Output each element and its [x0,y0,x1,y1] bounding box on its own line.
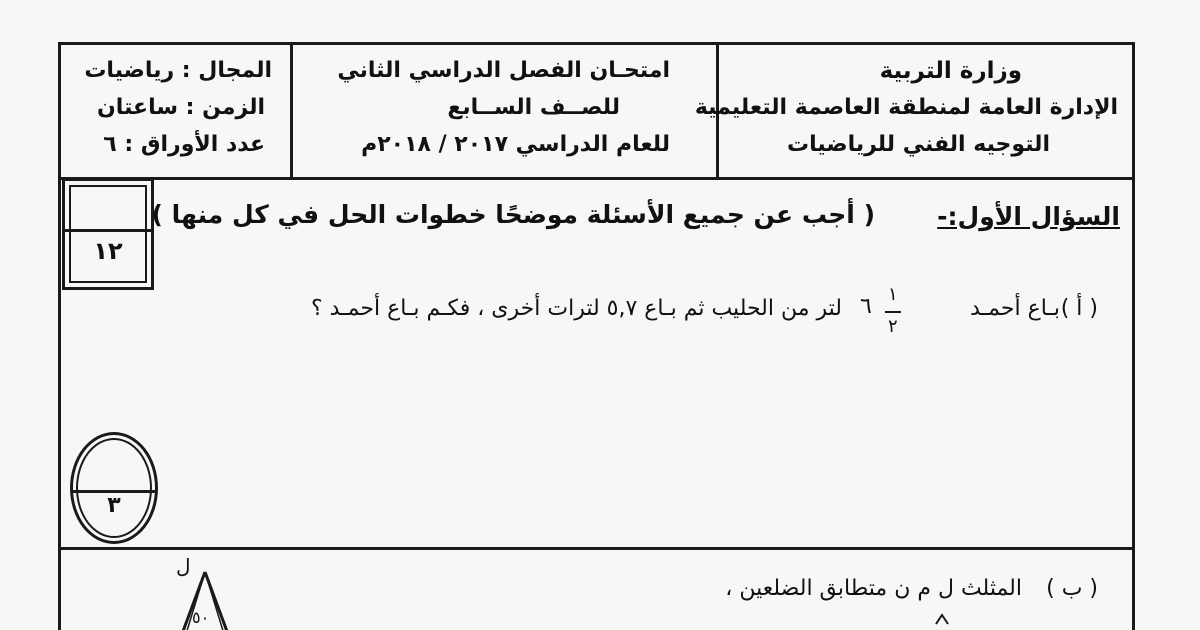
angle-caret-icon [934,612,950,626]
header-bottom-border [58,177,1135,180]
question-total-score: ١٢ [93,237,123,265]
frame-left-border [58,42,61,630]
academic-year: للعام الدراسي ٢٠١٧ / ٢٠١٨م [361,132,670,157]
fraction-bar [885,311,901,313]
grade-label: للصــف الســابع [447,95,620,120]
part-b-text: المثلث ل م ن متطابق الضلعين ، [725,576,1022,601]
department-name: التوجيه الفني للرياضيات [786,132,1050,157]
exam-title: امتحـان الفصل الدراسي الثاني [337,58,670,83]
page-count-label: عدد الأوراق : ٦ [103,132,265,157]
score-box-inner [69,185,147,283]
part-a-marker: ( أ ) [1060,296,1098,321]
score-box [62,178,154,290]
score-box-divider [65,229,151,232]
ministry-name: وزارة التربية [879,58,1022,84]
fraction-numerator: ١ [888,284,898,305]
mixed-number-whole: ٦ [860,294,872,319]
header-top-border [58,42,1135,45]
part-a-text-end: لتر من الحليب ثم بـاع ٥,٧ لترات أخرى ، فكـم بـاع أحمـد ؟ [310,296,842,321]
triangle-vertex-label: ل [176,554,191,578]
part-b-marker: ( ب ) [1046,576,1098,601]
section-divider [58,547,1135,550]
frame-right-border [1132,42,1135,630]
fraction-denominator: ٢ [888,316,898,337]
question-1-instruction: ( أجب عن جميع الأسئلة موضحًا خطوات الحل في كل منها ) [151,200,875,229]
header-divider-left [290,42,293,179]
subject-label: المجال : رياضيات [84,58,272,83]
part-a-score-oval [70,432,158,544]
mixed-number-fraction [884,284,902,340]
part-a-score-oval-inner [76,438,152,538]
triangle-angle-label: ٥٠ [192,608,210,627]
directorate-name: الإدارة العامة لمنطقة العاصمة التعليمية [694,95,1118,120]
question-1-label: السؤال الأول:- [937,202,1120,231]
part-a-score: ٣ [107,493,121,518]
duration-label: الزمن : ساعتان [97,95,265,120]
part-a-text-start: بـاع أحمـد [970,296,1060,321]
